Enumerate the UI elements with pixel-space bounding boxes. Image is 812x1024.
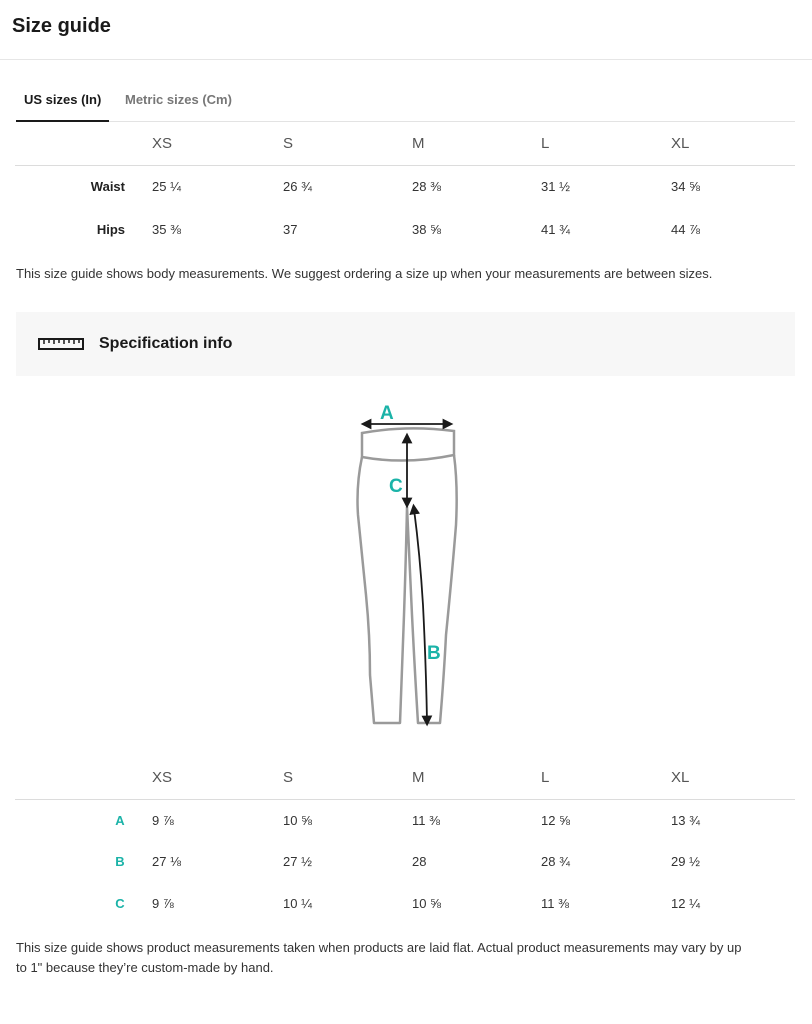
- diagram-label-c: C: [389, 476, 403, 497]
- column-header: S: [283, 769, 294, 786]
- table-cell: 9 ⅞: [152, 813, 174, 828]
- tab-us-sizes[interactable]: US sizes (In): [16, 92, 109, 122]
- diagram-label-a: A: [380, 403, 394, 424]
- table-cell: 25 ¼: [152, 179, 181, 194]
- table-cell: 26 ¾: [283, 179, 312, 194]
- table-cell: 10 ⅝: [412, 896, 441, 911]
- leggings-waistband: [362, 428, 454, 460]
- column-header: M: [412, 135, 425, 152]
- table-cell: 31 ½: [541, 179, 570, 194]
- table-header-row: [15, 122, 795, 166]
- column-header: XL: [671, 769, 690, 786]
- column-header: XS: [152, 135, 173, 152]
- product-note-line-2: to 1" because they’re custom-made by hand.: [16, 960, 274, 975]
- table-cell: 10 ⅝: [283, 813, 312, 828]
- table-cell: 12 ¼: [671, 896, 700, 911]
- table-cell: 28 ¾: [541, 854, 570, 869]
- table-cell: 38 ⅝: [412, 222, 441, 237]
- product-measurements-table: [15, 756, 795, 926]
- diagram-label-b: B: [427, 643, 441, 664]
- body-measurement-note: This size guide shows body measurements. We suggest ordering a size up when your measurements are between sizes.: [16, 266, 713, 281]
- table-cell: 12 ⅝: [541, 813, 570, 828]
- table-cell: 13 ¾: [671, 813, 700, 828]
- table-cell: 9 ⅞: [152, 896, 174, 911]
- table-cell: 28 ⅜: [412, 179, 441, 194]
- body-measurements-table: [15, 122, 795, 252]
- table-cell: 29 ½: [671, 854, 700, 869]
- size-unit-tabs: [16, 88, 795, 122]
- row-label-b: B: [115, 854, 125, 869]
- product-measurement-note: [16, 938, 796, 978]
- header: [0, 0, 812, 60]
- table-cell: 27 ½: [283, 854, 312, 869]
- table-cell: 41 ¾: [541, 222, 570, 237]
- column-header: XL: [671, 135, 690, 152]
- table-cell: 10 ¼: [283, 896, 312, 911]
- column-header: XS: [152, 769, 173, 786]
- table-header-row: [15, 756, 795, 800]
- table-cell: 37: [283, 222, 298, 237]
- table-cell: 44 ⅞: [671, 222, 700, 237]
- column-header: M: [412, 769, 425, 786]
- ruler-icon: [38, 337, 84, 351]
- table-cell: 28: [412, 854, 427, 869]
- row-label-c: C: [115, 896, 125, 911]
- table-cell: 27 ⅛: [152, 854, 181, 869]
- specification-info-panel: [16, 312, 795, 376]
- column-header: L: [541, 769, 550, 786]
- table-cell: 35 ⅜: [152, 222, 181, 237]
- spec-title: Specification info: [99, 335, 233, 352]
- page-title: Size guide: [12, 15, 111, 37]
- table-cell: 11 ⅜: [541, 896, 569, 911]
- tab-metric-sizes[interactable]: Metric sizes (Cm): [125, 92, 232, 107]
- row-label-a: A: [115, 813, 125, 828]
- product-note-line-1: This size guide shows product measurements taken when products are laid flat. Actual product measurements may vary by up: [16, 940, 742, 955]
- row-label-hips: Hips: [96, 222, 125, 237]
- leggings-measurement-diagram: [340, 395, 480, 735]
- table-cell: 11 ⅜: [412, 813, 440, 828]
- table-cell: 34 ⅝: [671, 179, 700, 194]
- column-header: S: [283, 135, 294, 152]
- row-label-waist: Waist: [90, 179, 125, 194]
- column-header: L: [541, 135, 550, 152]
